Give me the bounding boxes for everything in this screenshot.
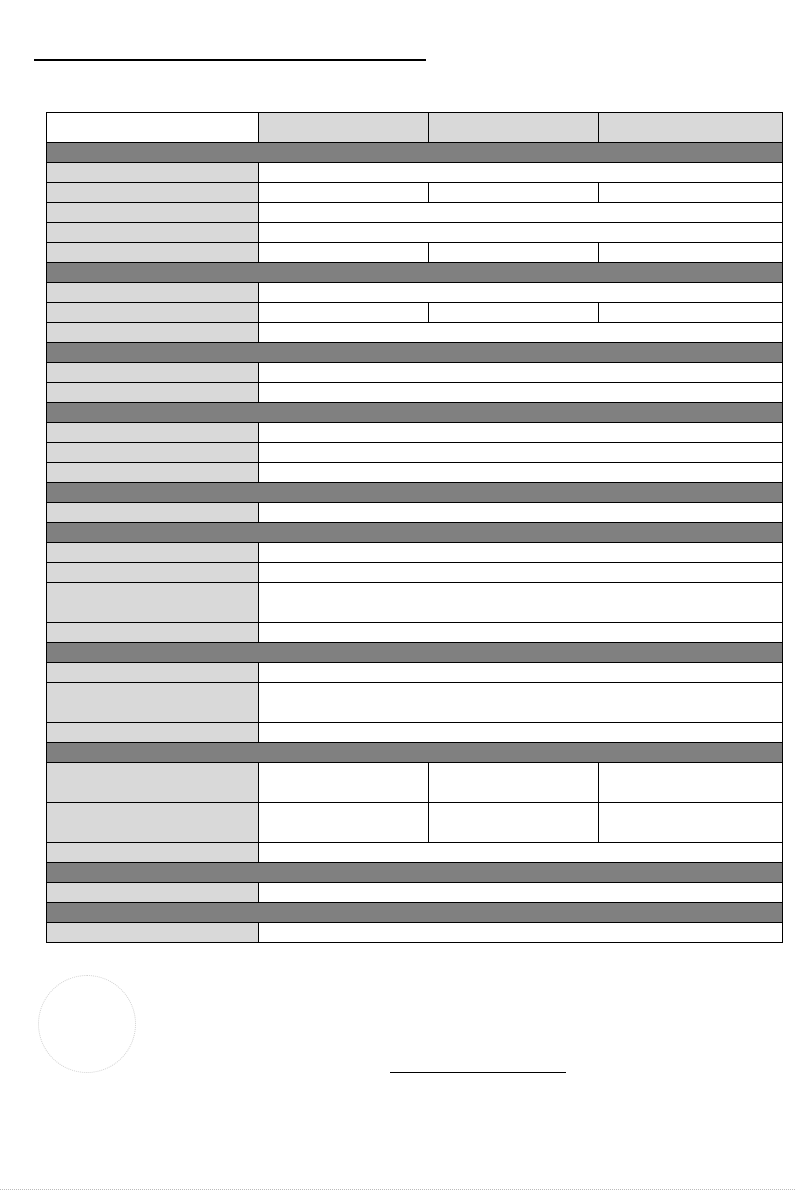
row-value-cell xyxy=(259,183,429,203)
row-value-cell xyxy=(259,463,783,483)
row-label-cell xyxy=(47,163,259,183)
row-value-cell xyxy=(259,623,783,643)
row-label-cell xyxy=(47,843,259,863)
section-header-row xyxy=(47,903,783,923)
row-value-cell xyxy=(259,583,783,623)
row-value-cell xyxy=(259,543,783,563)
row-value-cell xyxy=(259,283,783,303)
row-label-cell xyxy=(47,463,259,483)
section-header-row xyxy=(47,863,783,883)
row-value-cell xyxy=(259,883,783,903)
row-label-cell xyxy=(47,243,259,263)
table-row xyxy=(47,723,783,743)
table-row xyxy=(47,203,783,223)
row-label-cell xyxy=(47,883,259,903)
section-header-cell xyxy=(47,263,783,283)
section-header-cell xyxy=(47,643,783,663)
table-row xyxy=(47,543,783,563)
table-row xyxy=(47,923,783,943)
table-row xyxy=(47,223,783,243)
header-label-cell xyxy=(47,113,259,143)
row-label-cell xyxy=(47,443,259,463)
row-label-cell xyxy=(47,203,259,223)
row-value-cell xyxy=(599,183,783,203)
row-label-cell xyxy=(47,683,259,723)
row-label-cell xyxy=(47,583,259,623)
footer-link-underline xyxy=(390,1072,566,1073)
row-value-cell xyxy=(599,803,783,843)
row-value-cell xyxy=(259,803,429,843)
section-header-row xyxy=(47,643,783,663)
row-value-cell xyxy=(259,323,783,343)
table-row xyxy=(47,423,783,443)
section-header-cell xyxy=(47,743,783,763)
section-header-cell xyxy=(47,483,783,503)
row-value-cell xyxy=(429,183,599,203)
row-label-cell xyxy=(47,323,259,343)
table-row xyxy=(47,183,783,203)
row-value-cell xyxy=(599,303,783,323)
table-row xyxy=(47,843,783,863)
row-label-cell xyxy=(47,923,259,943)
row-label-cell xyxy=(47,663,259,683)
table-row xyxy=(47,363,783,383)
table-row xyxy=(47,383,783,403)
table-row xyxy=(47,883,783,903)
row-label-cell xyxy=(47,423,259,443)
table-row xyxy=(47,683,783,723)
header-column-cell xyxy=(599,113,783,143)
section-header-row xyxy=(47,403,783,423)
table-row xyxy=(47,443,783,463)
row-label-cell xyxy=(47,803,259,843)
table-row xyxy=(47,323,783,343)
specification-table-body xyxy=(47,113,783,943)
table-row xyxy=(47,583,783,623)
row-label-cell xyxy=(47,503,259,523)
row-value-cell xyxy=(599,763,783,803)
row-label-cell xyxy=(47,223,259,243)
row-value-cell xyxy=(429,243,599,263)
row-value-cell xyxy=(259,843,783,863)
row-value-cell xyxy=(259,723,783,743)
row-value-cell xyxy=(259,243,429,263)
row-value-cell xyxy=(259,383,783,403)
table-row xyxy=(47,243,783,263)
seal-stamp xyxy=(38,975,136,1073)
section-header-row xyxy=(47,523,783,543)
table-row xyxy=(47,163,783,183)
section-header-cell xyxy=(47,343,783,363)
page-bottom-edge xyxy=(0,1189,795,1190)
row-value-cell xyxy=(259,423,783,443)
section-header-row xyxy=(47,343,783,363)
row-value-cell xyxy=(259,203,783,223)
row-value-cell xyxy=(259,443,783,463)
document-title-underline xyxy=(34,59,426,61)
row-value-cell xyxy=(259,663,783,683)
row-label-cell xyxy=(47,383,259,403)
specification-table xyxy=(46,112,783,943)
table-row xyxy=(47,663,783,683)
row-label-cell xyxy=(47,183,259,203)
row-label-cell xyxy=(47,623,259,643)
header-column-cell xyxy=(429,113,599,143)
row-value-cell xyxy=(259,763,429,803)
row-value-cell xyxy=(429,763,599,803)
section-header-row xyxy=(47,743,783,763)
section-header-cell xyxy=(47,403,783,423)
row-value-cell xyxy=(259,163,783,183)
row-label-cell xyxy=(47,303,259,323)
table-row xyxy=(47,563,783,583)
table-header-row xyxy=(47,113,783,143)
section-header-row xyxy=(47,143,783,163)
section-header-cell xyxy=(47,523,783,543)
table-row xyxy=(47,303,783,323)
row-label-cell xyxy=(47,543,259,563)
section-header-cell xyxy=(47,903,783,923)
row-label-cell xyxy=(47,283,259,303)
row-value-cell xyxy=(259,223,783,243)
row-value-cell xyxy=(599,243,783,263)
section-header-row xyxy=(47,263,783,283)
row-label-cell xyxy=(47,563,259,583)
table-row xyxy=(47,503,783,523)
row-value-cell xyxy=(429,303,599,323)
row-value-cell xyxy=(259,683,783,723)
section-header-cell xyxy=(47,143,783,163)
table-row xyxy=(47,623,783,643)
row-label-cell xyxy=(47,363,259,383)
row-value-cell xyxy=(259,923,783,943)
table-row xyxy=(47,463,783,483)
header-column-cell xyxy=(259,113,429,143)
section-header-row xyxy=(47,483,783,503)
row-label-cell xyxy=(47,763,259,803)
row-value-cell xyxy=(259,303,429,323)
table-row xyxy=(47,803,783,843)
row-value-cell xyxy=(259,503,783,523)
row-value-cell xyxy=(259,363,783,383)
row-label-cell xyxy=(47,723,259,743)
table-row xyxy=(47,283,783,303)
section-header-cell xyxy=(47,863,783,883)
row-value-cell xyxy=(259,563,783,583)
table-row xyxy=(47,763,783,803)
row-value-cell xyxy=(429,803,599,843)
